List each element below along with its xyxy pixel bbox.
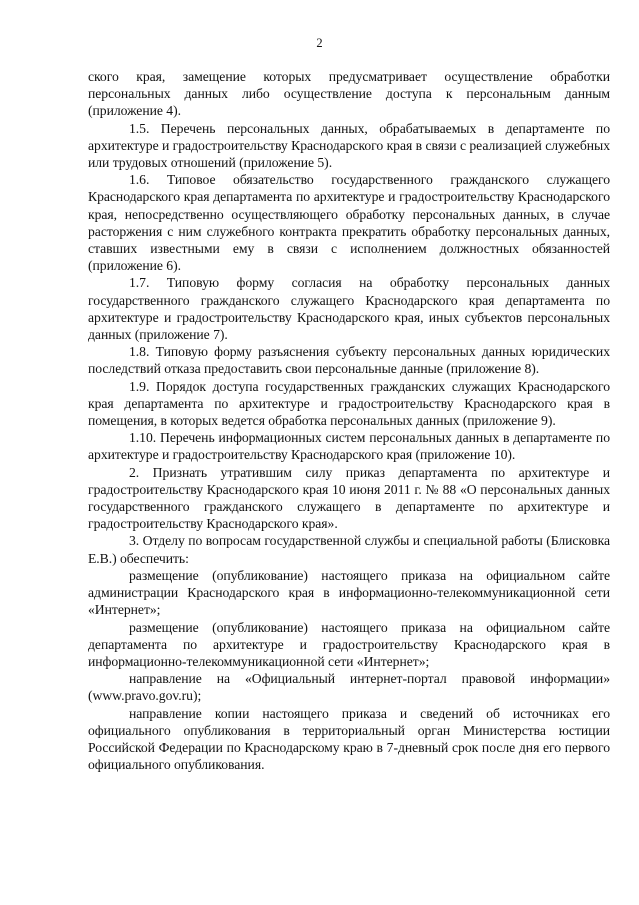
paragraph-3-item-admin-site: размещение (опубликование) настоящего приказа на официальном сайте администрации Краснодарского края в информационно-телекоммуникационной сети «Интернет»; <box>88 567 610 618</box>
paragraph-3-item-department-site: размещение (опубликование) настоящего приказа на официальном сайте департамента по архитектуре и градостроительству Краснодарского края в информационно-телекоммуникационной сети «Интернет»; <box>88 619 610 669</box>
paragraph-1-10: 1.10. Перечень информационных систем персональных данных в департаменте по архитектуре и градостроительству Краснодарского края (приложение 10). <box>88 430 610 463</box>
paragraph-1-9: 1.9. Порядок доступа государственных гражданских служащих Краснодарского края департамента по архитектуре и градостроительству Краснодарского края в помещения, в которых ведется обработка персональных данных (приложение 9). <box>88 378 610 429</box>
document-body <box>88 68 610 773</box>
paragraph-1-7: 1.7. Типовую форму согласия на обработку персональных данных государственного гражданского служащего Краснодарского края департамента по архитектуре и градостроительству Краснодарского края, иных субъектов персональных данных (приложение 7). <box>88 275 610 343</box>
paragraph-1-6: 1.6. Типовое обязательство государственного гражданского служащего Краснодарского края департамента по архитектуре и градостроительству Краснодарского края, непосредственно осуществляющего обработку персональных данных, в случае расторжения с ним служебного контракта прекратить обработку персональных данных, ставших известными ему в связи с исполнением должностных обязанностей (приложение 6). <box>88 172 610 274</box>
paragraph-2: 2. Признать утратившим силу приказ департамента по архитектуре и градостроительству Краснодарского края 10 июня 2011 г. № 88 «О персональных данных государственного гражданского служащего в департаменте по архитектуре и градостроительству Краснодарского края». <box>88 464 610 532</box>
paragraph-1-5: 1.5. Перечень персональных данных, обрабатываемых в департаменте по архитектуре и градостроительству Краснодарского края в связи с реализацией служебных или трудовых отношений (приложение 5). <box>88 120 610 171</box>
paragraph-3-item-ministry-copy: направление копии настоящего приказа и сведений об источниках его официального опубликования в территориальный орган Министерства юстиции Российской Федерации по Краснодарскому краю в 7-дневный срок после дня его первого официального опубликования. <box>88 705 610 773</box>
paragraph-1-8: 1.8. Типовую форму разъяснения субъекту персональных данных юридических последствий отказа предоставить свои персональные данные (приложение 8). <box>88 344 610 377</box>
paragraph-3: 3. Отделу по вопросам государственной службы и специальной работы (Блисковка Е.В.) обеспечить: <box>88 533 610 566</box>
page-number: 2 <box>316 36 323 50</box>
paragraph-3-item-legal-portal: направление на «Официальный интернет-портал правовой информации» (www.pravo.gov.ru); <box>88 671 610 704</box>
paragraph-continuation: ского края, замещение которых предусматривает осуществление обработки персональных данных либо осуществление доступа к персональным данным (приложение 4). <box>88 69 610 119</box>
